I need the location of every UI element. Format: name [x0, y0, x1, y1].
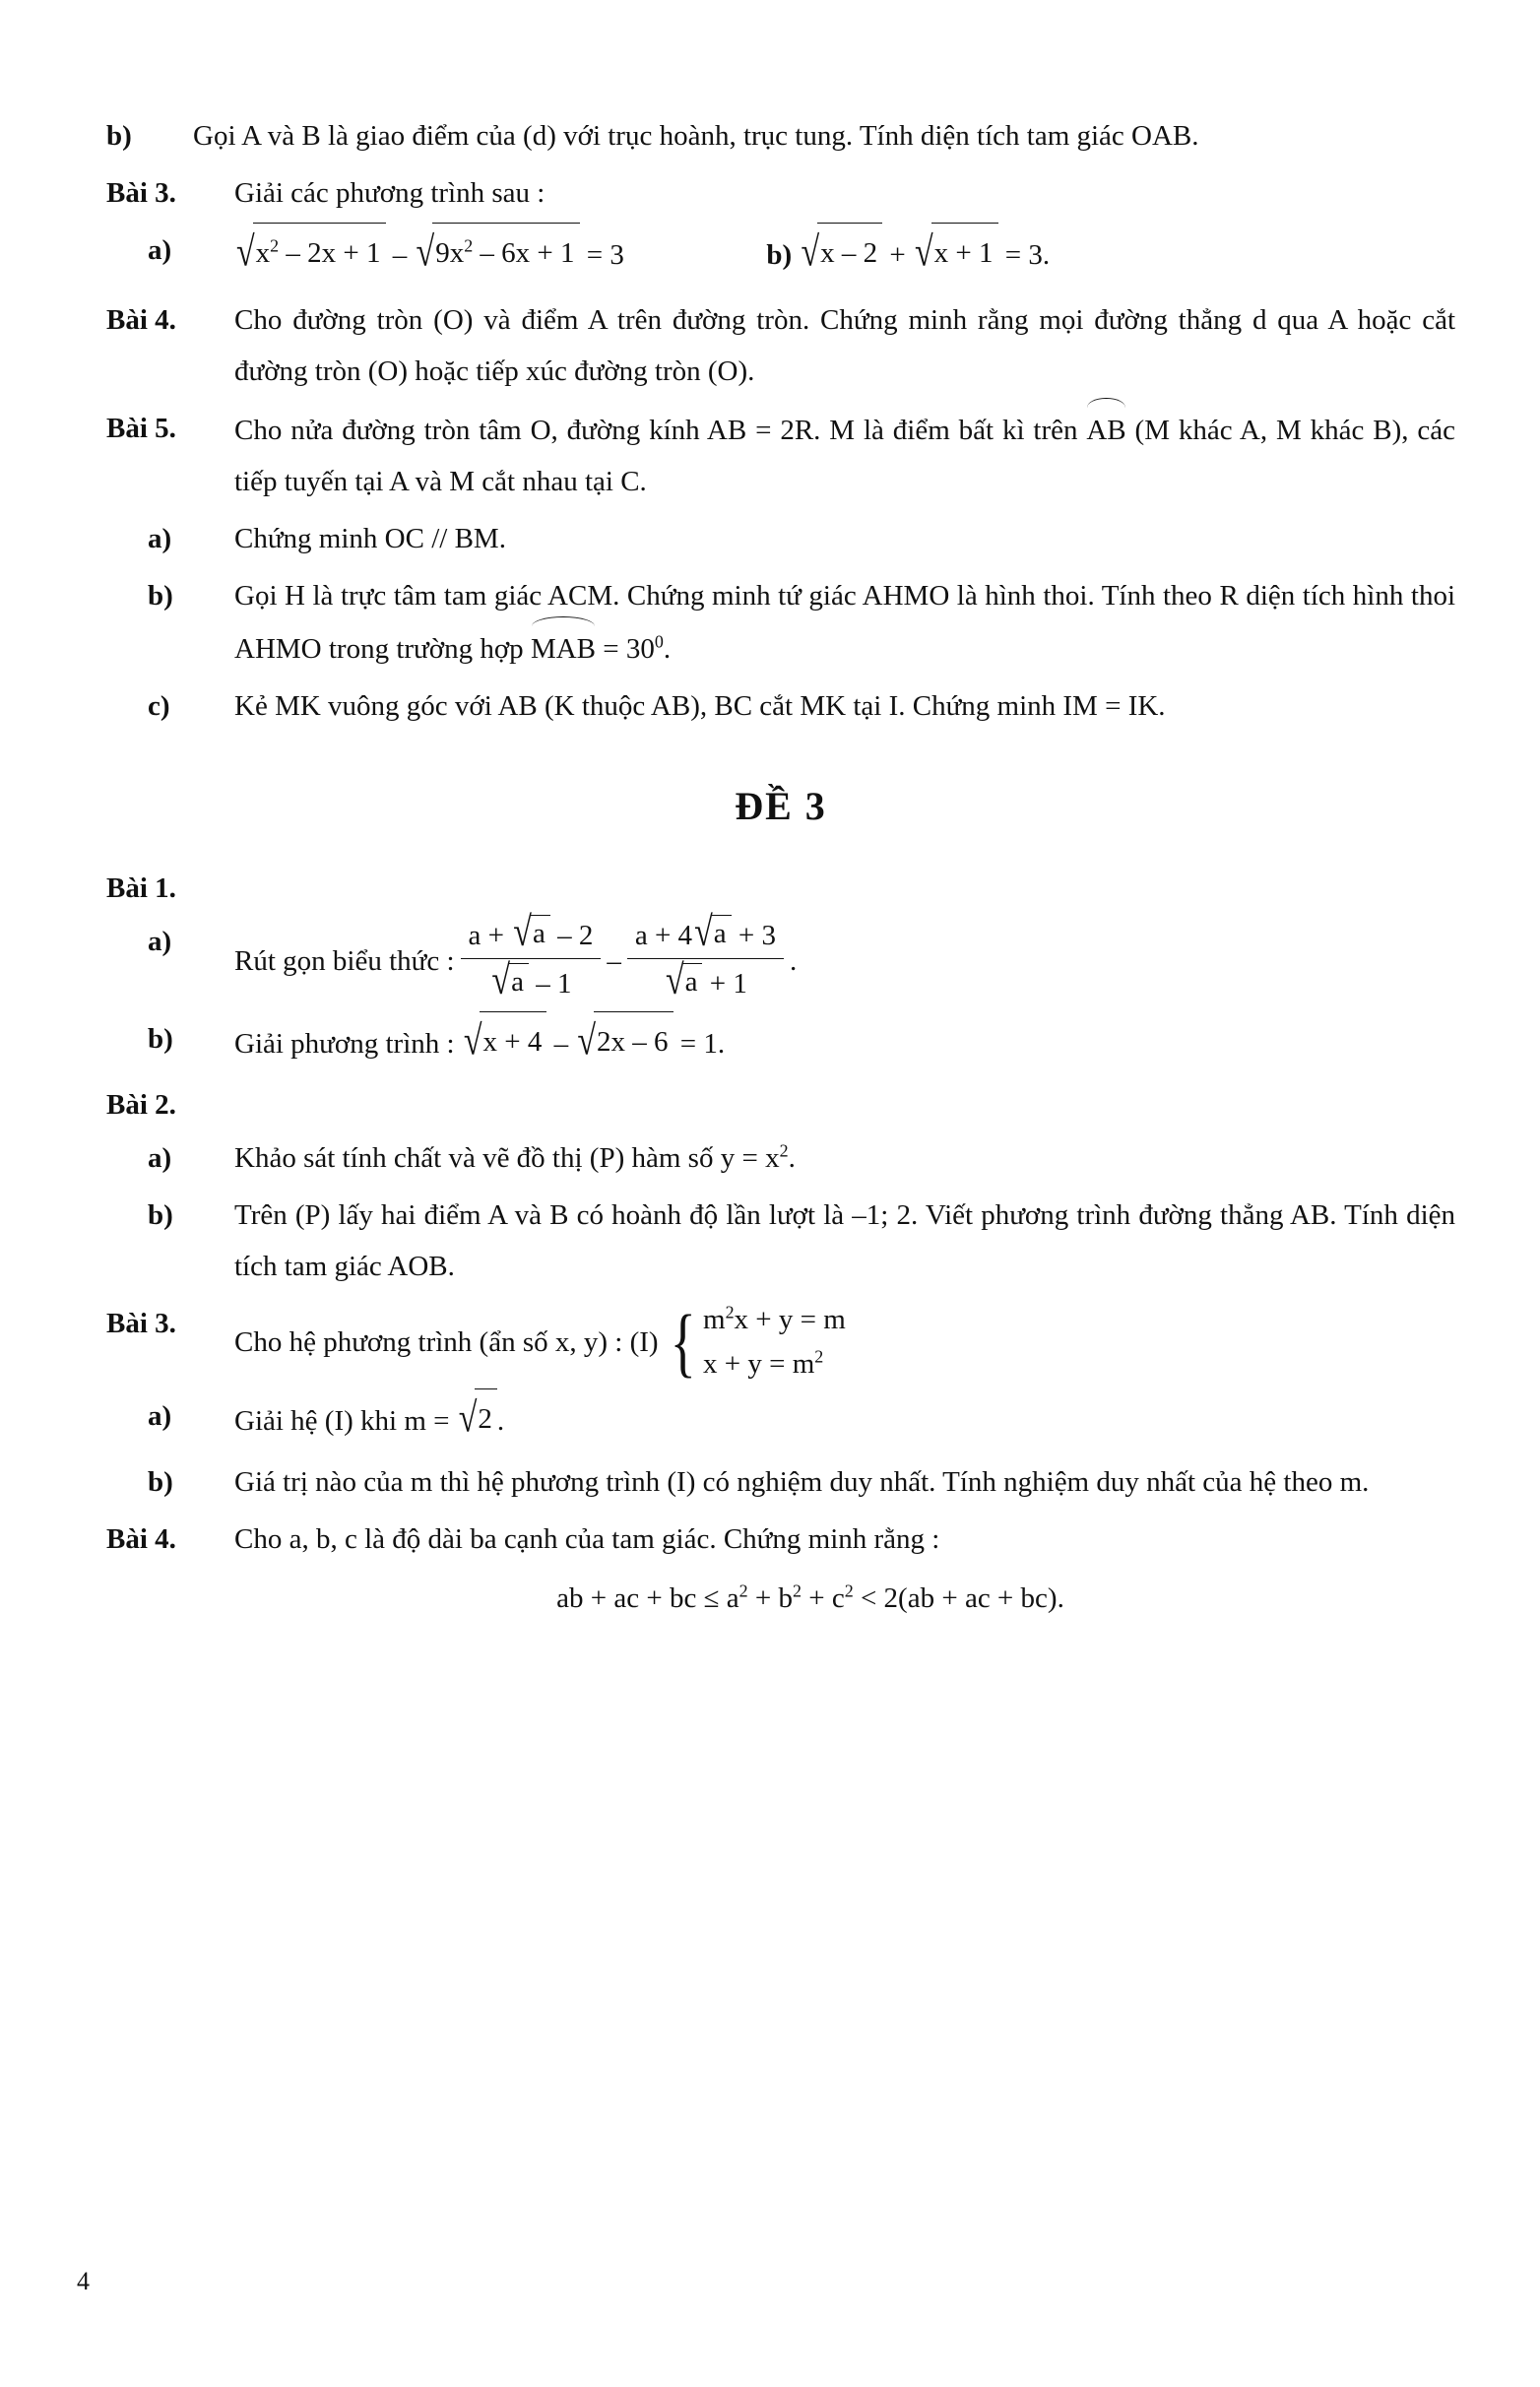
bai3-top-equations [106, 225, 1455, 285]
fraction-2 [627, 909, 784, 1003]
formula-mid-1: + b [747, 1581, 793, 1614]
text-part-1: Gọi H là trực tâm tam giác ACM. Chứng minh tứ giác AHMO là hình thoi. Tính theo R diện tích hình thoi AHMO trong trường hợp [234, 580, 1455, 665]
exercise-item-b-top [106, 110, 1455, 161]
bai3-item-b [106, 1456, 1455, 1508]
item-letter: b) [148, 1023, 173, 1055]
radicand-base: x [255, 237, 271, 269]
radical [511, 909, 550, 956]
exercise-bai1 [106, 863, 1455, 914]
formula-mid-2: + c [801, 1581, 845, 1614]
radical-sign: √ [801, 229, 820, 276]
radical-sign: √ [416, 229, 435, 276]
item-letter: b) [148, 580, 173, 612]
radical-2 [575, 1013, 673, 1073]
item-expression [234, 909, 1455, 1005]
period: . [496, 1404, 505, 1437]
plus-sign: + [889, 239, 906, 271]
eq1-post: x + y = m [734, 1304, 846, 1335]
radical-1 [234, 225, 386, 285]
equals-part: = 3 [586, 239, 624, 271]
radical-sign: √ [914, 229, 933, 276]
exponent: 2 [814, 1346, 824, 1367]
bai5-item-c [106, 680, 1455, 732]
bai2-item-a [106, 1132, 1455, 1184]
page-content [106, 110, 1455, 1628]
exercise-text: Giải các phương trình sau : [234, 177, 545, 209]
arc-ab: AB [1086, 403, 1125, 456]
item-text: Gọi A và B là giao điểm của (d) với trục hoành, trục tung. Tính diện tích tam giác OAB. [193, 120, 1199, 152]
num-post: + 3 [731, 920, 776, 951]
bai5-item-a [106, 513, 1455, 564]
bai3-item-a [106, 1390, 1455, 1451]
item-text: Giải hệ (I) khi m = [234, 1404, 450, 1437]
radicand-rest: – 2x + 1 [279, 237, 381, 269]
radicand: x + 1 [931, 223, 998, 283]
item-letter-a: a) [148, 234, 172, 266]
exponent: 2 [779, 1140, 789, 1161]
item-letter: a) [148, 1399, 172, 1432]
item-letter: b) [148, 1465, 173, 1498]
section-title-de3: ĐỀ 3 [735, 784, 827, 828]
item-letter: b) [148, 1199, 173, 1231]
exercise-text [234, 403, 1455, 507]
radicand: a [711, 915, 732, 951]
system-equations [703, 1298, 846, 1387]
radicand: x + 4 [480, 1011, 546, 1071]
item-letter: b) [106, 120, 132, 152]
item-expression [234, 1013, 1455, 1073]
arc-mab: MAB [531, 621, 596, 675]
text-part-1: Khảo sát tính chất và vẽ đồ thị (P) hàm số y = x [234, 1142, 780, 1174]
exponent: 2 [464, 235, 474, 256]
exercise-label: Bài 4. [106, 1522, 176, 1555]
exercise-label: Bài 3. [106, 1308, 176, 1339]
radicand: 2x – 6 [594, 1011, 674, 1071]
exercise-text: Cho a, b, c là độ dài ba cạnh của tam giác. Chứng minh rằng : [234, 1522, 940, 1555]
equation-a [234, 225, 1455, 285]
equals-part: = 1. [679, 1028, 726, 1060]
item-letter: a) [148, 1142, 172, 1174]
fraction-numerator [461, 909, 602, 958]
num-pre: a + 4 [634, 920, 693, 951]
fraction-denominator [461, 958, 602, 1004]
item-letter: c) [148, 690, 170, 722]
radicand: x – 2 [817, 223, 882, 283]
item-text: Giá trị nào của m thì hệ phương trình (I) có nghiệm duy nhất. Tính nghiệm duy nhất của hệ theo m. [234, 1465, 1370, 1498]
den-post: – 1 [528, 967, 572, 1000]
radical [489, 957, 529, 1004]
exercise-bai2 [106, 1079, 1455, 1130]
system-equation-1 [703, 1298, 846, 1342]
radical-4 [913, 225, 998, 285]
fraction-denominator [627, 958, 784, 1004]
system-equation-2 [703, 1342, 846, 1387]
text-part-1: Cho nửa đường tròn tâm O, đường kính AB = 2R. M là điểm bất kì trên [234, 415, 1087, 446]
text-part-2: . [788, 1142, 796, 1174]
eq2-pre: x + y = m [703, 1347, 815, 1380]
radical-sign: √ [236, 229, 255, 276]
exercise-label: Bài 5. [106, 413, 176, 444]
exercise-text-with-system [234, 1298, 1455, 1387]
radical-3 [799, 225, 882, 285]
radical-sign: √ [463, 1018, 482, 1064]
exponent-2: 2 [793, 1581, 802, 1601]
item-letter: a) [148, 926, 172, 957]
exercise-text: Cho hệ phương trình (ẩn số x, y) : (I) [234, 1325, 659, 1358]
bai4-formula [106, 1569, 1455, 1628]
radical-sign: √ [491, 957, 511, 1003]
exercise-bai4-top [106, 294, 1455, 397]
minus-sign: – [392, 239, 408, 271]
radical [457, 1390, 497, 1451]
item-letter-b: b) [766, 239, 793, 271]
exercise-label: Bài 1. [106, 872, 176, 904]
exponent: 2 [270, 235, 280, 256]
radicand-rest: – 6x + 1 [473, 237, 575, 269]
den-post: + 1 [702, 967, 747, 1000]
exercise-text: Cho đường tròn (O) và điểm A trên đường tròn. Chứng minh rằng mọi đường thẳng d qua A hoặc cắt đường tròn (O) hoặc tiếp xúc đường tròn (O). [234, 304, 1455, 387]
bai1-item-b [106, 1013, 1455, 1073]
exercise-bai4 [106, 1514, 1455, 1565]
text-part-2: (M khác A, M khác B), các tiếp tuyến tại A và M cắt nhau tại C. [234, 415, 1455, 497]
text-part-2: = 30 [596, 633, 655, 665]
fraction-numerator [627, 909, 784, 958]
left-brace: { [670, 1298, 696, 1385]
item-text: Kẻ MK vuông góc với AB (K thuộc AB), BC cắt MK tại I. Chứng minh IM = IK. [234, 690, 1166, 722]
exercise-bai3 [106, 1298, 1455, 1387]
radical-sign: √ [513, 909, 532, 956]
num-pre: a + [468, 920, 512, 951]
radical-sign: √ [458, 1394, 478, 1442]
radicand: a [682, 963, 703, 1000]
page-number: 4 [77, 2267, 90, 2295]
equation-system [665, 1298, 846, 1387]
bai5-item-b [106, 570, 1455, 675]
period: . [789, 944, 798, 977]
degree-exponent: 0 [654, 631, 664, 652]
minus-sign: – [553, 1028, 569, 1060]
item-text: Rút gọn biểu thức : [234, 944, 455, 977]
item-text: Trên (P) lấy hai điểm A và B có hoành độ lần lượt là –1; 2. Viết phương trình đường thẳng AB. Tính diện tích tam giác AOB. [234, 1199, 1455, 1282]
num-post: – 2 [549, 920, 594, 951]
item-text: Chứng minh OC // BM. [234, 523, 506, 554]
item-text: Giải phương trình : [234, 1028, 455, 1060]
radicand: a [530, 915, 550, 951]
radical-2 [415, 225, 580, 285]
item-letter: a) [148, 523, 172, 554]
radical-sign: √ [694, 909, 713, 956]
radical-sign: √ [577, 1018, 597, 1064]
formula-pre: ab + ac + bc ≤ a [556, 1581, 739, 1614]
bai1-item-a [106, 909, 1455, 1005]
exercise-bai3-top [106, 167, 1455, 219]
radical [664, 957, 703, 1004]
radical [692, 909, 732, 956]
equals-part: = 3. [1004, 239, 1051, 271]
item-text [234, 1132, 1455, 1184]
eq1-pre: m [703, 1304, 726, 1335]
exercise-bai5 [106, 403, 1455, 507]
fraction-1 [461, 909, 602, 1003]
radical-sign: √ [665, 957, 684, 1003]
minus-sign: – [607, 944, 621, 977]
exponent-3: 2 [844, 1581, 854, 1601]
radicand-base: 9x [435, 237, 465, 269]
item-text [234, 570, 1455, 675]
radicand: 2 [475, 1388, 497, 1449]
radicand: a [508, 963, 529, 1000]
exponent-1: 2 [738, 1581, 748, 1601]
radical-1 [462, 1013, 547, 1073]
item-expression [234, 1390, 1455, 1451]
exercise-label: Bài 3. [106, 177, 176, 209]
formula-post: < 2(ab + ac + bc). [853, 1581, 1064, 1614]
equation-b [799, 229, 1051, 276]
exponent: 2 [725, 1302, 735, 1323]
text-part-3: . [663, 633, 672, 665]
exercise-label: Bài 2. [106, 1089, 176, 1121]
exercise-label: Bài 4. [106, 304, 176, 336]
bai2-item-b [106, 1190, 1455, 1292]
